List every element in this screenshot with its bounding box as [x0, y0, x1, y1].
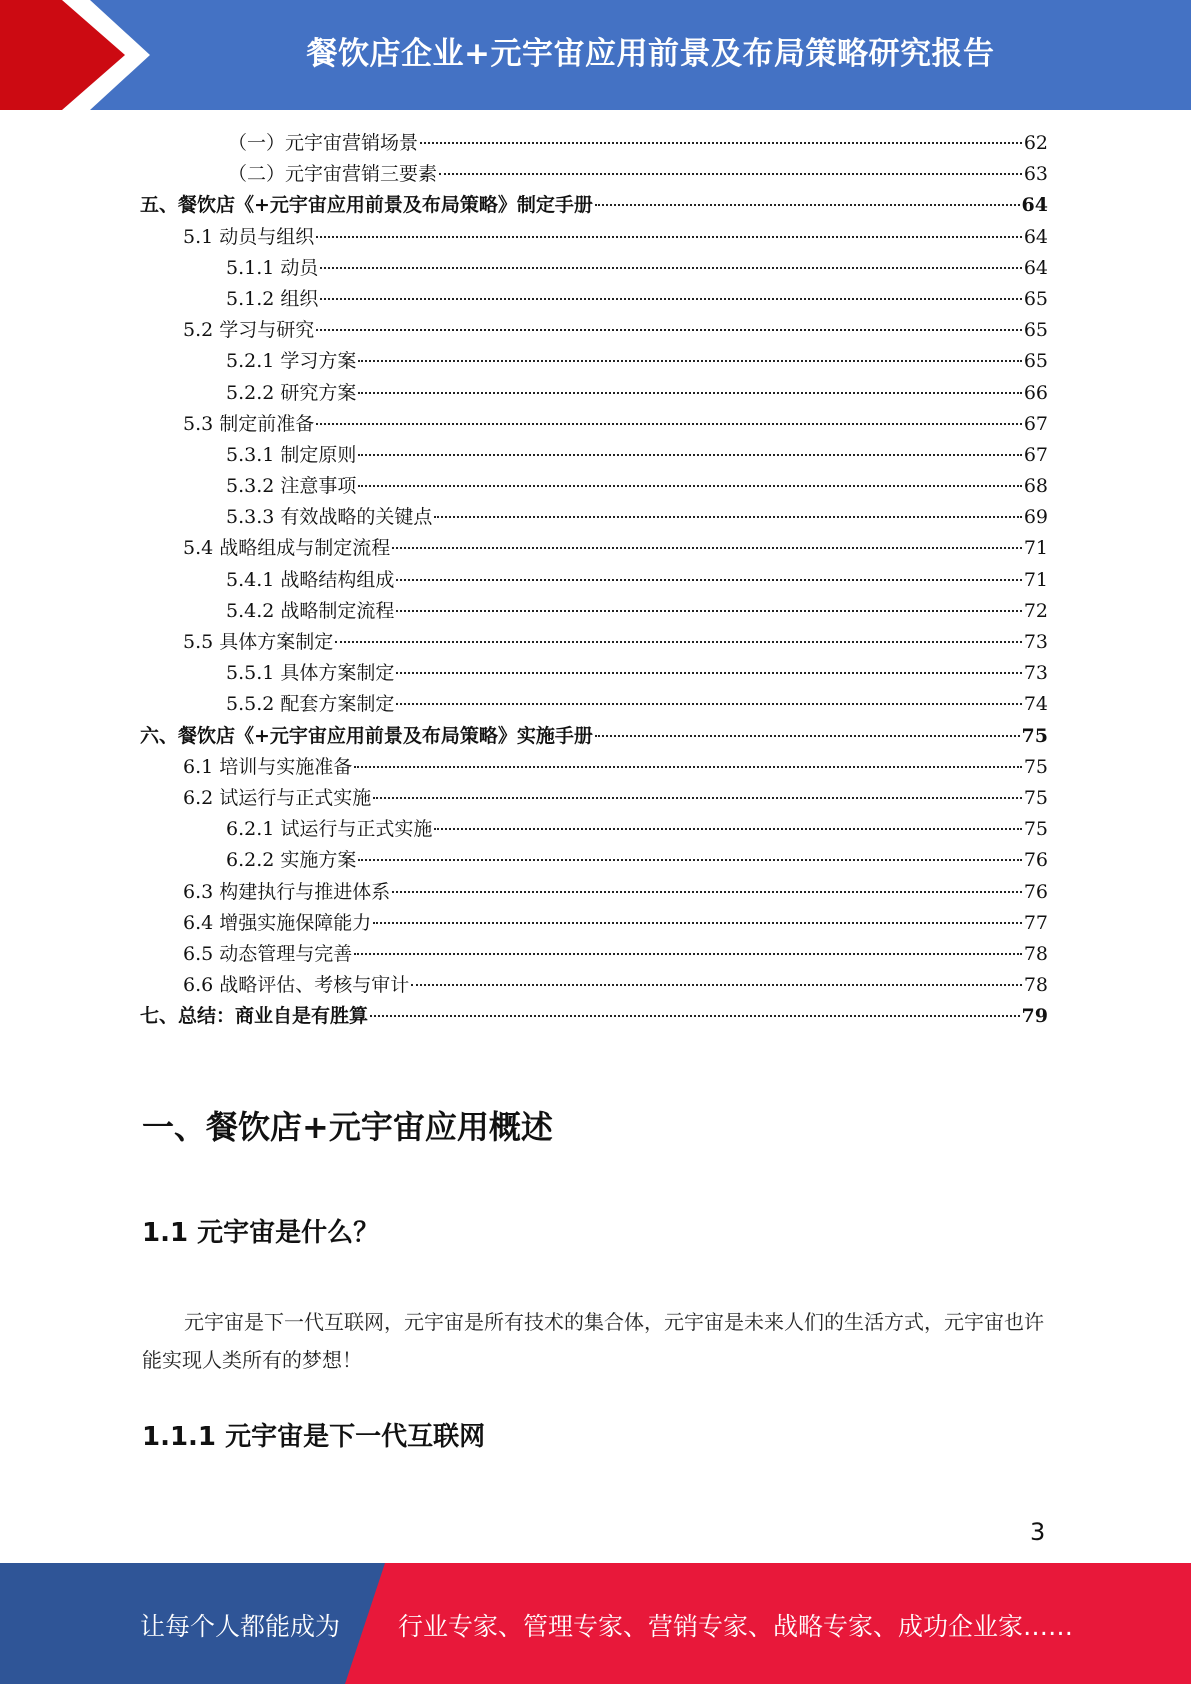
page-header [0, 0, 1191, 110]
toc-entry-title: 6.2.2 实施方案 [226, 849, 357, 872]
toc-entry[interactable] [140, 565, 1048, 596]
toc-dot-leader [320, 267, 1021, 269]
toc-entry-page: 75 [1023, 818, 1048, 841]
toc-dot-leader [396, 672, 1021, 674]
toc-dot-leader [434, 516, 1021, 518]
toc-entry-title: 5.3.2 注意事项 [226, 475, 357, 498]
toc-entry-title: 6.6 战略评估、考核与审计 [183, 974, 410, 997]
toc-entry[interactable] [140, 689, 1048, 720]
toc-entry[interactable] [140, 315, 1048, 346]
toc-entry-page: 75 [1021, 724, 1048, 747]
toc-entry-title: 6.5 动态管理与完善 [183, 942, 353, 965]
toc-entry[interactable] [140, 939, 1048, 970]
toc-entry-page: 75 [1023, 786, 1048, 809]
toc-dot-leader [373, 797, 1022, 799]
subsection-heading: 1.1.1 元宇宙是下一代互联网 [142, 1422, 486, 1452]
toc-dot-leader [411, 984, 1022, 986]
toc-entry-page: 67 [1023, 412, 1048, 435]
toc-entry-page: 71 [1023, 537, 1048, 560]
toc-dot-leader [396, 610, 1021, 612]
toc-entry-title: 5.4.1 战略结构组成 [226, 568, 395, 591]
toc-entry-title: 6.1 培训与实施准备 [183, 755, 353, 778]
toc-entry[interactable] [140, 128, 1048, 159]
toc-entry-title: 6.3 构建执行与推进体系 [183, 880, 391, 903]
toc-entry[interactable] [140, 190, 1048, 221]
toc-entry-page: 65 [1023, 350, 1048, 373]
toc-entry-title: 五、餐饮店《+元宇宙应用前景及布局策略》制定手册 [140, 194, 593, 217]
toc-dot-leader [392, 547, 1022, 549]
toc-entry[interactable] [140, 502, 1048, 533]
toc-entry-page: 76 [1023, 880, 1048, 903]
chapter-heading: 一、餐饮店+元宇宙应用概述 [142, 1108, 553, 1146]
toc-entry-page: 62 [1023, 132, 1048, 154]
toc-dot-leader [316, 329, 1022, 331]
toc-entry[interactable] [140, 533, 1048, 564]
table-of-contents [140, 128, 1048, 1032]
toc-entry-title: 6.2.1 试运行与正式实施 [226, 818, 433, 841]
toc-entry-page: 78 [1023, 974, 1048, 997]
toc-entry[interactable] [140, 658, 1048, 689]
toc-entry[interactable] [140, 409, 1048, 440]
toc-entry[interactable] [140, 908, 1048, 939]
toc-dot-leader [358, 485, 1021, 487]
toc-entry[interactable] [140, 1001, 1048, 1032]
page-footer [0, 1563, 1191, 1684]
toc-dot-leader [358, 454, 1021, 456]
footer-slogan-right: 行业专家、管理专家、营销专家、战略专家、成功企业家…… [398, 1612, 1074, 1641]
toc-entry[interactable] [140, 783, 1048, 814]
toc-entry[interactable] [140, 346, 1048, 377]
toc-entry-title: 七、总结：商业自是有胜算 [140, 1005, 369, 1028]
toc-dot-leader [595, 735, 1020, 737]
toc-entry-page: 67 [1023, 443, 1048, 466]
toc-dot-leader [335, 641, 1022, 643]
toc-dot-leader [358, 392, 1021, 394]
toc-dot-leader [354, 766, 1022, 768]
toc-entry-title: 5.3 制定前准备 [183, 412, 315, 435]
toc-entry-title: 六、餐饮店《+元宇宙应用前景及布局策略》实施手册 [140, 724, 593, 747]
toc-entry-page: 72 [1023, 599, 1048, 622]
toc-entry-title: （一）元宇宙营销场景 [228, 132, 419, 154]
toc-entry-title: 5.5 具体方案制定 [183, 631, 334, 653]
toc-dot-leader [370, 1015, 1020, 1017]
toc-entry[interactable] [140, 627, 1048, 658]
body-paragraph: 元宇宙是下一代互联网，元宇宙是所有技术的集合体，元宇宙是未来人们的生活方式，元宇宙也许能实现人类所有的梦想！ [142, 1310, 1044, 1372]
toc-entry-title: 6.4 增强实施保障能力 [183, 911, 372, 934]
toc-entry-title: 5.2.2 研究方案 [226, 381, 357, 404]
toc-entry-title: 5.4 战略组成与制定流程 [183, 537, 391, 560]
toc-entry[interactable] [140, 752, 1048, 783]
toc-entry-title: 5.1.1 动员 [226, 256, 319, 279]
section-heading: 1.1 元宇宙是什么？ [142, 1218, 380, 1248]
toc-entry[interactable] [140, 159, 1048, 190]
toc-entry[interactable] [140, 596, 1048, 627]
toc-dot-leader [354, 953, 1022, 955]
toc-entry-page: 65 [1023, 287, 1048, 310]
toc-dot-leader [434, 828, 1021, 830]
toc-entry-page: 73 [1023, 631, 1048, 653]
toc-entry-page: 64 [1021, 194, 1048, 217]
toc-entry-page: 69 [1023, 506, 1048, 529]
footer-slogan-left: 让每个人都能成为 [140, 1612, 341, 1641]
toc-entry-title: 5.5.1 具体方案制定 [226, 662, 395, 685]
toc-entry[interactable] [140, 378, 1048, 409]
toc-entry-page: 68 [1023, 475, 1048, 498]
toc-entry-title: 5.3.3 有效战略的关键点 [226, 506, 433, 529]
toc-entry-page: 79 [1021, 1005, 1048, 1028]
toc-entry-page: 71 [1023, 568, 1048, 591]
document-title: 餐饮店企业+元宇宙应用前景及布局策略研究报告 [306, 36, 995, 72]
toc-entry[interactable] [140, 845, 1048, 876]
toc-entry[interactable] [140, 814, 1048, 845]
toc-dot-leader [373, 922, 1022, 924]
toc-entry-title: 5.3.1 制定原则 [226, 443, 357, 466]
toc-entry[interactable] [140, 440, 1048, 471]
toc-entry[interactable] [140, 253, 1048, 284]
toc-entry[interactable] [140, 877, 1048, 908]
toc-entry-title: 5.1 动员与组织 [183, 225, 315, 248]
toc-entry-page: 66 [1023, 381, 1048, 404]
toc-entry[interactable] [140, 721, 1048, 752]
toc-entry-title: 5.1.2 组织 [226, 287, 319, 310]
toc-entry-title: 5.2.1 学习方案 [226, 350, 357, 373]
toc-dot-leader [439, 173, 1022, 175]
toc-entry-page: 76 [1023, 849, 1048, 872]
toc-dot-leader [316, 236, 1022, 238]
toc-entry-page: 78 [1023, 942, 1048, 965]
toc-entry-title: 5.2 学习与研究 [183, 319, 315, 342]
toc-entry-title: （二）元宇宙营销三要素 [228, 163, 438, 186]
toc-entry-page: 65 [1023, 319, 1048, 342]
toc-entry[interactable] [140, 471, 1048, 502]
toc-dot-leader [396, 579, 1021, 581]
toc-dot-leader [316, 423, 1022, 425]
toc-entry-page: 75 [1023, 755, 1048, 778]
page-number: 3 [1030, 1518, 1046, 1546]
toc-dot-leader [392, 891, 1022, 893]
toc-dot-leader [320, 298, 1021, 300]
toc-dot-leader [595, 204, 1020, 206]
toc-dot-leader [358, 859, 1021, 861]
toc-entry-title: 6.2 试运行与正式实施 [183, 786, 372, 809]
toc-entry-page: 77 [1023, 911, 1048, 934]
toc-entry[interactable] [140, 222, 1048, 253]
toc-entry-page: 64 [1023, 256, 1048, 279]
toc-entry-page: 64 [1023, 225, 1048, 248]
toc-entry-page: 73 [1023, 662, 1048, 685]
toc-dot-leader [420, 142, 1022, 144]
toc-entry[interactable] [140, 284, 1048, 315]
toc-dot-leader [396, 703, 1021, 705]
toc-entry-page: 63 [1023, 163, 1048, 186]
toc-entry-title: 5.5.2 配套方案制定 [226, 693, 395, 716]
toc-entry-page: 74 [1023, 693, 1048, 716]
toc-entry[interactable] [140, 970, 1048, 1001]
toc-dot-leader [358, 360, 1021, 362]
toc-entry-title: 5.4.2 战略制定流程 [226, 599, 395, 622]
